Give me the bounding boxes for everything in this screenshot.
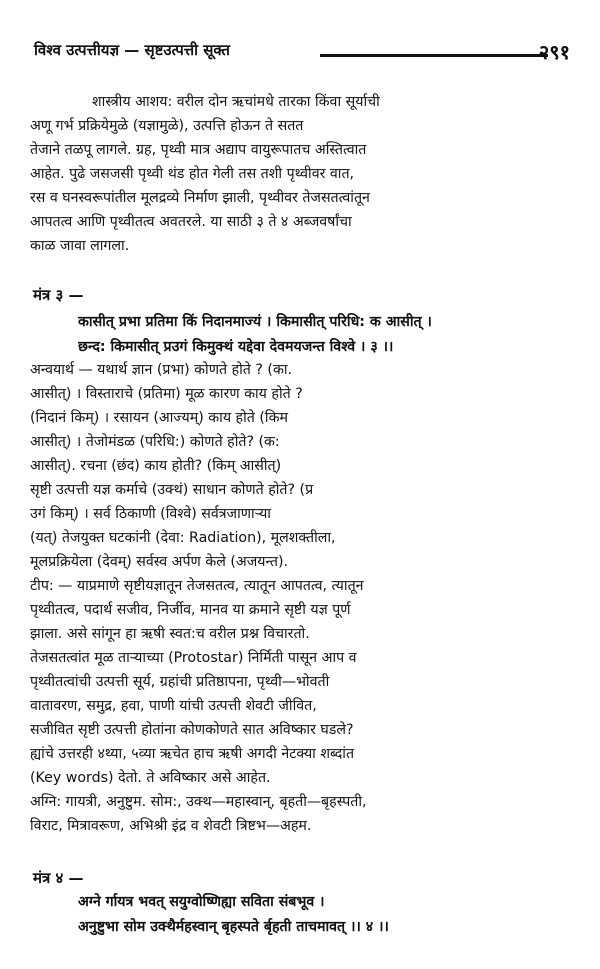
verse-line: अनुष्टुभा सोम उक्थैर्महस्वान् बृहस्पते र्बृहती ताचमावत् ।। ४ ।। bbox=[78, 919, 389, 935]
running-title: विश्व उत्पत्तीयज्ञ — सृष्टउत्पत्ती सूक्त bbox=[34, 41, 230, 59]
text-line: (निदानं किम्) । रसायन (आज्यम्) काय होते (किम bbox=[30, 410, 288, 426]
text-line: झाला. असे सांगून हा ऋषी स्वत:च वरील प्रश्न विचारतो. bbox=[30, 626, 310, 642]
text-line: पृथ्वीतत्वांची उत्पत्ती सूर्य, ग्रहांची प्रतिष्ठापना, पृथ्वी—भोवती bbox=[30, 674, 330, 690]
text-line: वातावरण, समुद्र, हवा, पाणी यांची उत्पत्ती शेवटी जीवित, bbox=[30, 698, 317, 714]
text-line: आहेत. पुढे जसजसी पृथ्वी थंड होत गेली तस तशी पृथ्वीवर वात, bbox=[30, 166, 355, 182]
mantra-3-verse bbox=[78, 310, 573, 360]
text-line: सृष्टी उत्पत्ती यज्ञ कर्माचे (उक्थं) साधान कोणते होते? (प्र bbox=[30, 482, 314, 498]
text-line: रस व घनस्वरूपांतील मूलद्रव्ये निर्माण झाली, पृथ्वीवर तेजसतत्वांतून bbox=[30, 190, 370, 206]
verse-line: कासीत् प्रभा प्रतिमा किं निदानमाज्यं । किमासीत् परिधि: क आसीत् । bbox=[78, 314, 432, 330]
verse-line: अग्ने र्गायत्र भवत् सयुग्वोष्णिह्या सविता संबभूव । bbox=[78, 894, 325, 910]
text-line: टीप: — याप्रमाणे सृष्टीयज्ञातून तेजसतत्व, त्यातून आपतत्व, त्यातून bbox=[30, 578, 364, 594]
text-line: तेजसतत्वांत मूळ ताऱ्याच्या (Protostar) निर्मिती पासून आप व bbox=[30, 650, 357, 666]
text-line: पृथ्वीतत्व, पदार्थ सजीव, निर्जीव, मानव या क्रमाने सृष्टी यज्ञ पूर्ण bbox=[30, 602, 351, 618]
paragraph-shastriya-ashay bbox=[30, 90, 572, 258]
text-line: मूलप्रक्रियेला (देवम्) सर्वस्व अर्पण केले (अजयन्त). bbox=[30, 554, 288, 570]
text-line: अन्वयार्थ — यथार्थ ज्ञान (प्रभा) कोणते होते ? (का. bbox=[30, 362, 293, 378]
text-line: सजीवित सृष्टी उत्पत्ती होतांना कोणकोणते सात अविष्कार घडले? bbox=[30, 722, 354, 738]
verse-line: छन्द: किमासीत् प्रउगं किमुक्थं यद्देवा देवमयजन्त विश्वे । ३ ।। bbox=[78, 339, 394, 355]
mantra-4-heading: मंत्र ४ — bbox=[33, 869, 84, 887]
tip-paragraph bbox=[30, 574, 572, 838]
page-number: २९१ bbox=[538, 40, 570, 64]
mantra-3-heading: मंत्र ३ — bbox=[33, 286, 84, 304]
text-line: उगं किम्) । सर्व ठिकाणी (विश्वे) सर्वत्रजाणाऱ्या bbox=[30, 506, 271, 522]
text-line: शास्त्रीय आशय: वरील दोन ऋचांमधे तारका किंवा सूर्याची bbox=[92, 94, 380, 110]
mantra-4-verse bbox=[78, 890, 573, 940]
text-line: आपतत्व आणि पृथ्वीतत्व अवतरले. या साठी ३ ते ४ अब्जवर्षांचा bbox=[30, 214, 352, 230]
text-line: (यत्) तेजयुक्त घटकांनी (देवा: Radiation), मूलशक्तीला, bbox=[30, 530, 336, 546]
text-line: विराट, मित्रावरूण, अभिश्री इंद्र व शेवटी त्रिष्टभ—अहम. bbox=[30, 818, 312, 834]
text-line: आसीत्) । तेजोमंडळ (परिधि:) कोणते होते? (क: bbox=[30, 434, 280, 450]
page-header bbox=[30, 38, 570, 66]
header-rule bbox=[320, 54, 548, 57]
text-line: अणू गर्भ प्रक्रियेमुळे (यज्ञामुळे), उत्पत्ति होऊन ते सतत bbox=[30, 118, 304, 134]
anvayartha-paragraph bbox=[30, 358, 572, 574]
text-line: तेजाने तळपू लागले. ग्रह, पृथ्वी मात्र अद्याप वायुरूपातच अस्तित्वात bbox=[30, 142, 367, 158]
text-line: आसीत्) । विस्ताराचे (प्रतिमा) मूळ कारण काय होते ? bbox=[30, 386, 303, 402]
text-line: ह्यांचे उत्तरही ४थ्या, ५व्या ऋचेत हाच ऋषी अगदी नेटक्या शब्दांत bbox=[30, 746, 355, 762]
text-line: अग्नि: गायत्री, अनुष्टुम. सोम:, उक्थ—महास्वान्, बृहती—बृहस्पती, bbox=[30, 794, 367, 810]
text-line: काळ जावा लागला. bbox=[30, 238, 130, 254]
text-line: (Key words) देतो. ते अविष्कार असे आहेत. bbox=[30, 770, 271, 786]
text-line: आसीत्). रचना (छंद) काय होती? (किम् आसीत्) bbox=[30, 458, 282, 474]
